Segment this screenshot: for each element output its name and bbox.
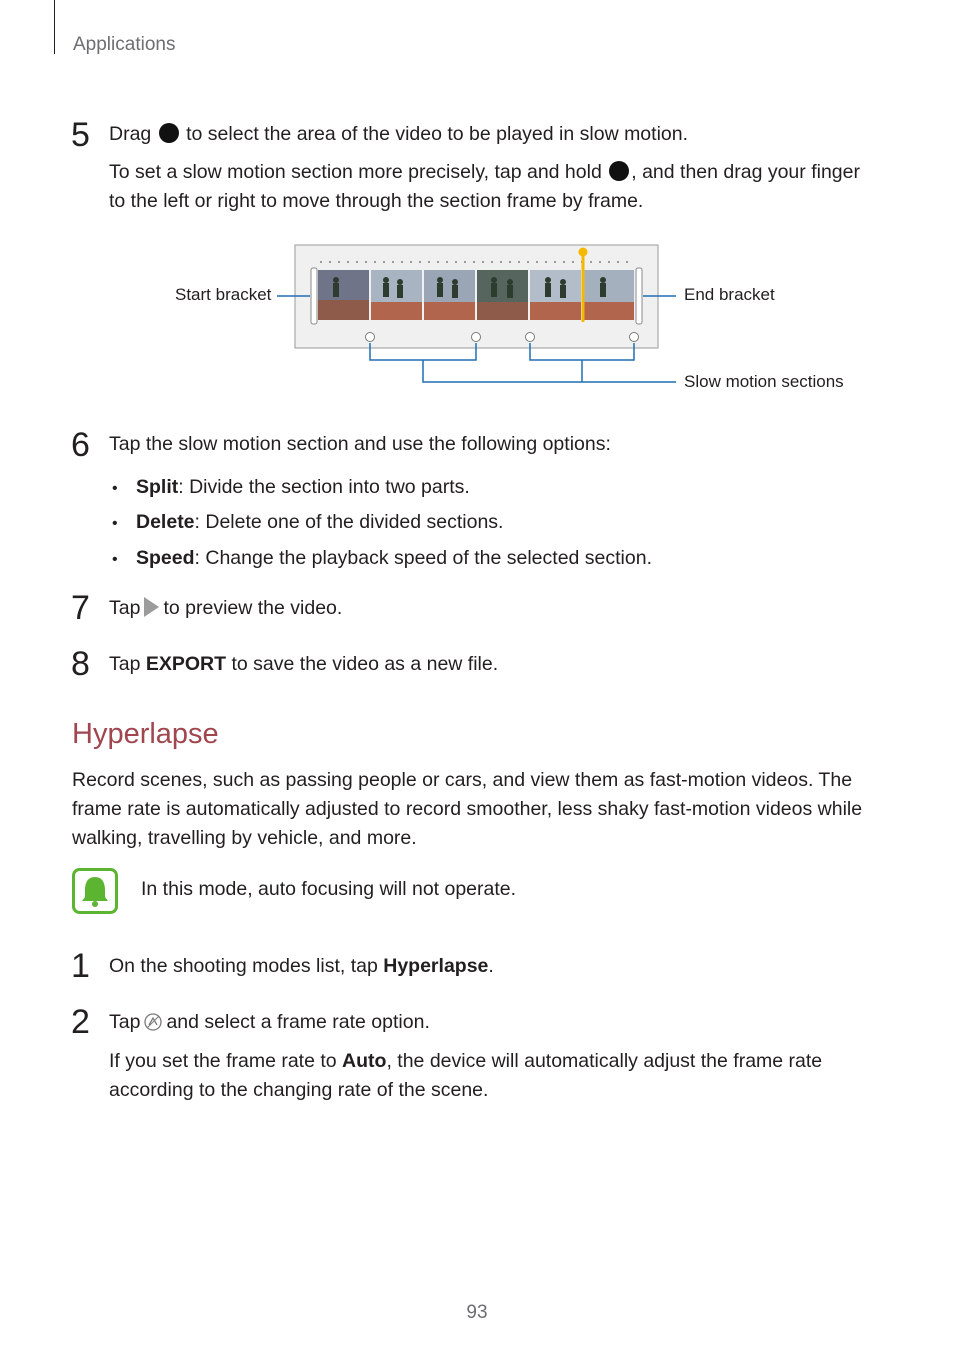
bullet-marker: •: [112, 551, 118, 568]
section-title: Hyperlapse: [72, 718, 219, 750]
sections-callout-main: [423, 360, 676, 382]
page-number: 93: [466, 1302, 488, 1323]
option-term: Split: [136, 476, 179, 498]
step5-text-c: To set a slow motion section more precisely, tap and hold: [109, 161, 602, 183]
h-step1-text-b: .: [488, 955, 494, 977]
h-step2-text: [109, 1011, 430, 1034]
step-number-h2: 2: [71, 1003, 90, 1041]
frame-rate-icon: [143, 1012, 163, 1032]
step8-text-b: to save the video as a new file.: [231, 653, 499, 675]
step5-text-b: to select the area of the video to be played in slow motion.: [186, 123, 689, 145]
start-bracket-handle: [311, 268, 317, 324]
section-handle-4: [630, 333, 639, 342]
step6-text: Tap the slow motion section and use the following options:: [109, 433, 611, 455]
step5-text-d: , and then drag your finger: [631, 161, 860, 183]
section-handle-1: [366, 333, 375, 342]
step-number-5: 5: [71, 116, 90, 154]
auto-keyword: Auto: [342, 1050, 387, 1072]
option-desc: : Divide the section into two parts.: [178, 476, 470, 498]
h-step2-p-b: , the device will automatically adjust the frame rate according to the changing rate of the scene.: [109, 1050, 823, 1101]
option-desc: : Change the playback speed of the selected section.: [194, 547, 653, 569]
option-desc: : Delete one of the divided sections.: [194, 511, 504, 533]
h-step1-text-a: On the shooting modes list, tap: [109, 955, 378, 977]
export-keyword: EXPORT: [145, 653, 227, 675]
running-header: Applications: [73, 34, 176, 55]
end-bracket-label: End bracket: [684, 285, 775, 304]
step5-line3: to the left or right to move through the section frame by frame.: [109, 190, 644, 212]
bullet-marker: •: [112, 515, 118, 532]
slow-motion-sections-label: Slow motion sections: [684, 372, 844, 391]
option-delete: [136, 511, 503, 534]
step7-text-b: to preview the video.: [163, 597, 343, 619]
option-term: Speed: [136, 547, 195, 569]
start-bracket-label: Start bracket: [175, 285, 272, 304]
h-step1-text: [109, 955, 494, 978]
hyperlapse-keyword: Hyperlapse: [383, 955, 489, 977]
h-step2-paragraph: [109, 1047, 879, 1105]
h-step2-p-a: If you set the frame rate to: [109, 1050, 337, 1072]
step-number-7: 7: [71, 589, 90, 627]
option-split: [136, 476, 470, 499]
note-text: In this mode, auto focusing will not operate.: [141, 878, 517, 900]
step-number-6: 6: [71, 426, 90, 464]
step-number-8: 8: [71, 645, 90, 683]
hyperlapse-description: Record scenes, such as passing people or cars, and view them as fast-motion videos. The frame rate is automatically adjusted to record smoother, less shaky fast-motion videos while walking, travelling by vehicle, and more.: [72, 769, 863, 849]
play-icon: [144, 597, 159, 617]
option-speed: [136, 547, 652, 570]
step-number-h1: 1: [71, 947, 90, 985]
step8-text-a: Tap: [109, 653, 141, 675]
h-step2-text-a: Tap: [109, 1011, 141, 1033]
h-step2-text-b: and select a frame rate option.: [166, 1011, 430, 1033]
step7-text-a: Tap: [109, 597, 141, 619]
option-term: Delete: [136, 511, 195, 533]
section-handle-3: [526, 333, 535, 342]
bullet-marker: •: [112, 480, 118, 497]
bell-note-icon: [72, 868, 118, 914]
step7-text: [109, 597, 342, 620]
step8-text: [109, 653, 498, 676]
step5-text-a: Drag: [109, 123, 152, 145]
slow-motion-editor-diagram: [0, 0, 954, 420]
section-handle-2: [472, 333, 481, 342]
end-bracket-handle: [636, 268, 642, 324]
